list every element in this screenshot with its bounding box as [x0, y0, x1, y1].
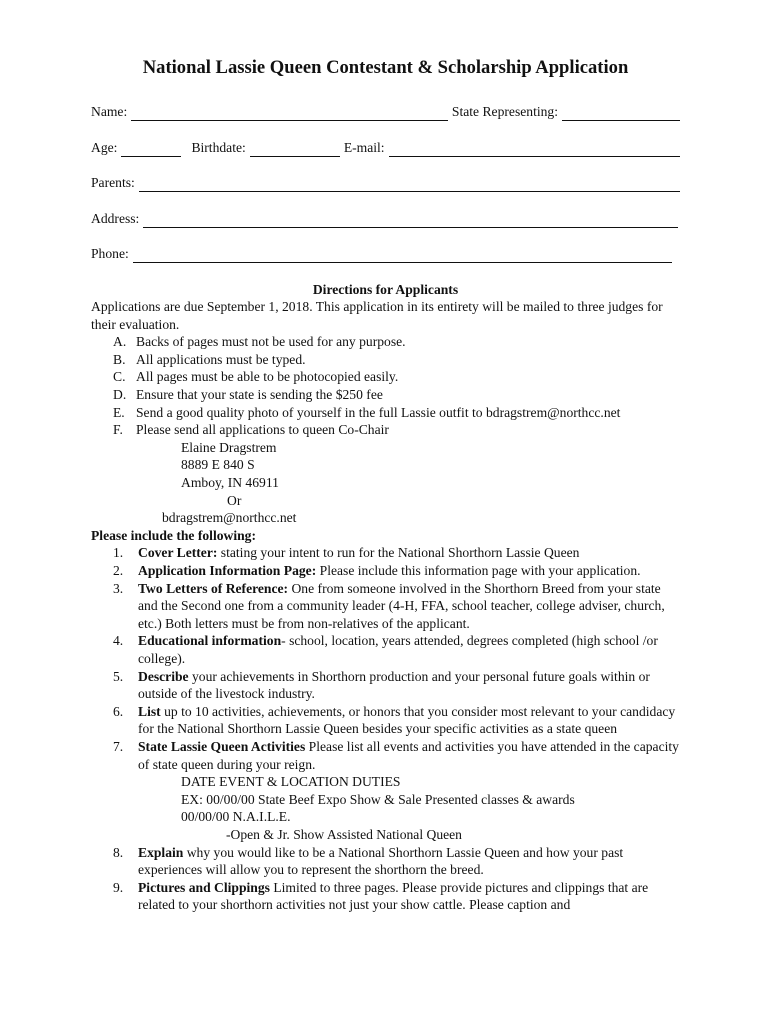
list-item	[91, 368, 680, 386]
page-title: National Lassie Queen Contestant & Scholarship Application	[142, 57, 629, 78]
list-item	[91, 668, 680, 703]
cochair-city: Amboy, IN 46911	[181, 475, 279, 491]
list-item	[91, 738, 680, 844]
list-text: Ensure that your state is sending the $250 fee	[136, 387, 383, 403]
item-text: up to 10 activities, achievements, or honors that you consider most relevant to your candidacy for the National Shorthorn Lassie Queen besides your specific activities as a state queen	[138, 703, 676, 737]
include-list	[91, 544, 680, 913]
item-text: Limited to three pages. Please provide pictures and clippings that are related to your shorthorn activities not just your show cattle. Please caption and	[138, 879, 649, 913]
list-marker: B.	[113, 351, 126, 367]
list-item	[91, 879, 680, 914]
state-label: State Representing:	[451, 104, 558, 120]
age-row	[91, 139, 680, 157]
item-bold: Two Letters of Reference:	[138, 580, 289, 596]
example-line-2: 00/00/00 N.A.I.L.E.	[181, 809, 291, 825]
directions-list	[91, 333, 680, 439]
birthdate-label: Birthdate:	[191, 139, 246, 155]
item-bold: Explain	[138, 844, 184, 860]
item-bold: Application Information Page:	[138, 563, 317, 578]
phone-field[interactable]	[133, 249, 672, 263]
item-text: Please list all events and activities you have attended in the capacity of state queen during your reign.	[138, 738, 679, 772]
list-item	[91, 562, 680, 580]
item-bold: Cover Letter:	[138, 545, 218, 561]
list-text: Backs of pages must not be used for any purpose.	[136, 334, 406, 350]
list-marker: A.	[113, 334, 127, 350]
item-bold: Pictures and Clippings	[138, 879, 270, 895]
list-marker: 1.	[113, 545, 124, 561]
example-header: DATE EVENT & LOCATION DUTIES	[181, 774, 401, 790]
age-label: Age:	[91, 139, 118, 155]
item-bold: State Lassie Queen Activities	[138, 738, 306, 754]
list-marker: 8.	[113, 844, 124, 860]
list-item	[91, 632, 680, 667]
list-marker: 5.	[113, 668, 124, 684]
list-item	[91, 544, 680, 562]
item-text: your achievements in Shorthorn production and your personal future goals within or outside of the livestock industry.	[138, 668, 650, 702]
item-bold: Describe	[138, 668, 189, 684]
cochair-name: Elaine Dragstrem	[181, 439, 277, 455]
cochair-street: 8889 E 840 S	[181, 457, 255, 473]
parents-label: Parents:	[91, 175, 135, 191]
email-field[interactable]	[389, 143, 680, 157]
list-marker: D.	[113, 387, 127, 403]
list-marker: 7.	[113, 738, 124, 754]
include-heading: Please include the following:	[91, 527, 257, 543]
item-text: One from someone involved in the Shorthorn Breed from your state and the Second one from a community leader (4-H, FFA, school teacher, college adviser, church, etc.) Both letters must be from non-relatives of the applicant.	[138, 580, 665, 631]
phone-label: Phone:	[91, 246, 129, 262]
phone-row	[91, 245, 680, 263]
name-field[interactable]	[131, 107, 448, 121]
list-marker: C.	[113, 369, 126, 385]
parents-row	[91, 174, 680, 192]
list-item	[91, 703, 680, 738]
list-item	[91, 351, 680, 369]
address-row	[91, 210, 680, 228]
address-field[interactable]	[143, 214, 678, 228]
item-bold: List	[138, 703, 161, 719]
list-text: Send a good quality photo of yourself in the full Lassie outfit to bdragstrem@northcc.net	[136, 404, 621, 420]
list-item	[91, 421, 680, 439]
item-bold: Educational information	[138, 633, 282, 649]
list-item	[91, 386, 680, 404]
age-field[interactable]	[121, 143, 181, 157]
item-text: stating your intent to run for the National Shorthorn Lassie Queen	[217, 545, 580, 561]
list-text: All applications must be typed.	[136, 351, 306, 367]
list-marker: 3.	[113, 580, 124, 596]
address-label: Address:	[91, 210, 140, 226]
email-label: E-mail:	[343, 139, 385, 155]
list-item	[91, 333, 680, 351]
list-marker: F.	[113, 422, 123, 438]
item-text: Please include this information page with your application.	[316, 563, 641, 578]
list-marker: 2.	[113, 563, 124, 578]
item-text: why you would like to be a National Shorthorn Lassie Queen and how your past experiences will allow you to represent the shorthorn the breed.	[138, 844, 624, 878]
list-item	[91, 580, 680, 633]
directions-intro: Applications are due September 1, 2018. This application in its entirety will be mailed to three judges for their evaluation.	[91, 299, 663, 332]
list-marker: 9.	[113, 879, 124, 895]
list-text: Please send all applications to queen Co-Chair	[136, 422, 389, 438]
directions-title: Directions for Applicants	[312, 281, 459, 297]
or-text: Or	[227, 492, 242, 508]
list-marker: 6.	[113, 703, 124, 719]
example-line-1: EX: 00/00/00 State Beef Expo Show & Sale Presented classes & awards	[181, 791, 575, 807]
birthdate-field[interactable]	[250, 143, 340, 157]
item-text: - school, location, years attended, degrees completed (high school /or college).	[138, 633, 658, 666]
list-text: All pages must be able to be photocopied easily.	[136, 369, 399, 385]
name-row	[91, 103, 680, 121]
list-item	[91, 844, 680, 879]
cochair-email: bdragstrem@northcc.net	[162, 510, 297, 526]
list-item	[91, 404, 680, 422]
state-field[interactable]	[562, 107, 680, 121]
list-marker: E.	[113, 404, 125, 420]
list-marker: 4.	[113, 633, 124, 649]
name-label: Name:	[91, 104, 128, 120]
example-line-3: -Open & Jr. Show Assisted National Queen	[226, 826, 462, 842]
parents-field[interactable]	[139, 178, 680, 192]
